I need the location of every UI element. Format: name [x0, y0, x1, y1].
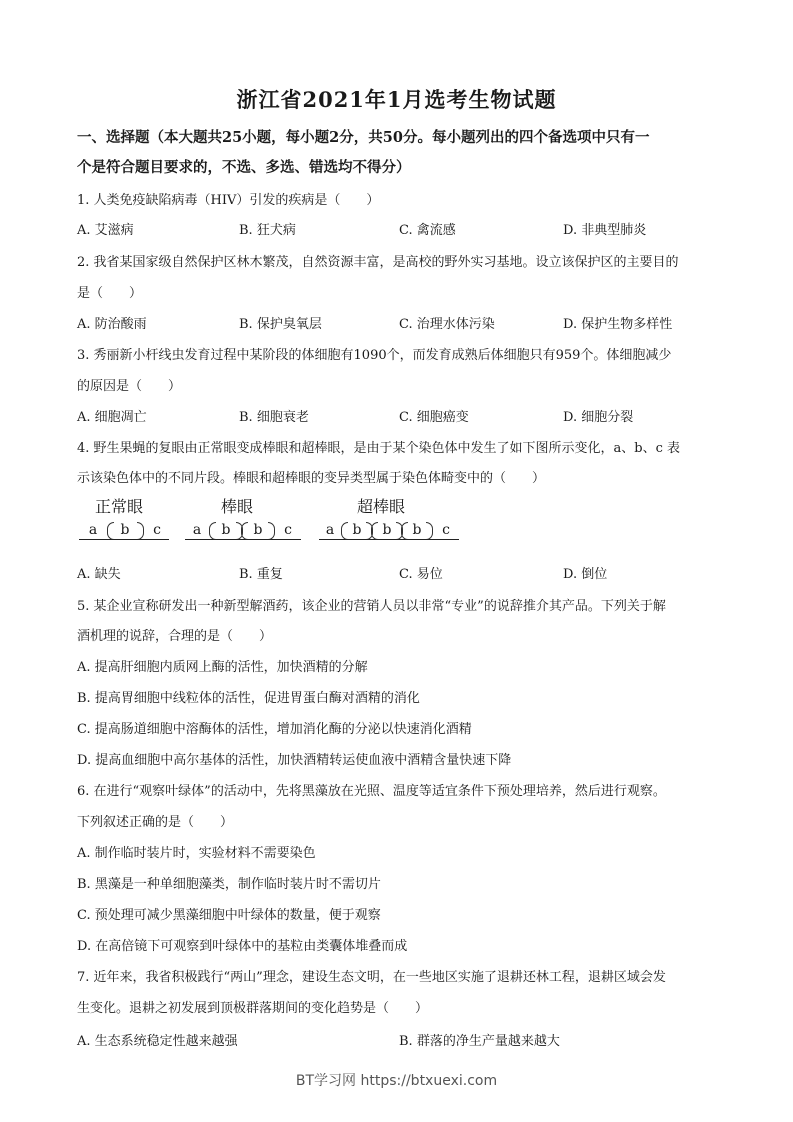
- section-heading-line-2: 个是符合题目要求的，不选、多选、错选均不得分）: [77, 159, 411, 176]
- question-2-text-line-1: 2. 我省某国家级自然保护区林木繁茂，自然资源丰富，是高校的野外实习基地。设立该保护区的主要目的: [77, 255, 679, 270]
- question-3-text-line-2: 的原因是（ ）: [77, 379, 182, 394]
- q1-option-d: D. 非典型肺炎: [563, 223, 647, 238]
- q4-option-d: D. 倒位: [563, 567, 608, 582]
- segment-a: a: [192, 522, 202, 538]
- segment-b: b: [221, 522, 231, 538]
- q5-option-d: D. 提高血细胞中高尔基体的活性，加快酒精转运使血液中酒精含量快速下降: [77, 753, 512, 768]
- segment-a: a: [325, 522, 335, 538]
- diagram-label-bar-eye: 棒眼: [221, 497, 254, 516]
- chromosome-diagram: [79, 494, 479, 552]
- q5-option-a: A. 提高肝细胞内质网上酶的活性，加快酒精的分解: [77, 660, 368, 675]
- question-4-text-line-2: 示该染色体中的不同片段。棒眼和超棒眼的变异类型属于染色体畸变中的（ ）: [77, 471, 546, 486]
- segment-bracket-right: [137, 522, 144, 540]
- segment-b: b: [352, 522, 362, 538]
- section-heading-line-1: 一、选择题（本大题共25小题，每小题2分，共50分。每小题列出的四个备选项中只有一: [77, 129, 650, 146]
- chromosome-normal-eye: [79, 521, 169, 539]
- q1-option-a: A. 艾滋病: [77, 223, 134, 238]
- question-7-text-line-1: 7. 近年来，我省积极践行“两山”理念，建设生态文明，在一些地区实施了退耕还林工程，退耕区域会发: [77, 970, 666, 985]
- chromosome-line: [185, 539, 301, 540]
- q1-option-b: B. 狂犬病: [239, 223, 296, 238]
- q2-option-c: C. 治理水体污染: [399, 317, 495, 332]
- question-4-text-line-1: 4. 野生果蝇的复眼由正常眼变成棒眼和超棒眼，是由于某个染色体中发生了如下图所示变化，a、b、c 表: [77, 441, 681, 456]
- question-5-text-line-2: 酒机理的说辞，合理的是（ ）: [77, 629, 273, 644]
- q2-option-d: D. 保护生物多样性: [563, 317, 673, 332]
- chromosome-line: [319, 539, 459, 540]
- chromosome-ultra-bar-eye: [319, 521, 459, 539]
- question-5-text-line-1: 5. 某企业宣称研发出一种新型解酒药，该企业的营销人员以非常“专业”的说辞推介其产品。下列关于解: [77, 599, 666, 614]
- segment-a: a: [88, 522, 98, 538]
- question-6-text-line-1: 6. 在进行“观察叶绿体”的活动中，先将黑藻放在光照、温度等适宜条件下预处理培养，然后进行观察。: [77, 784, 666, 799]
- question-1-text: 1. 人类免疫缺陷病毒（HIV）引发的疾病是（ ）: [77, 193, 380, 208]
- diagram-label-normal-eye: 正常眼: [95, 497, 144, 516]
- q1-option-c: C. 禽流感: [399, 223, 456, 238]
- question-7-text-line-2: 生变化。退耕之初发展到顶极群落期间的变化趋势是（ ）: [77, 1001, 429, 1016]
- segment-b: b: [253, 522, 263, 538]
- question-3-text-line-1: 3. 秀丽新小杆线虫发育过程中某阶段的体细胞有1090个，而发育成熟后体细胞只有959个。体细胞减少: [77, 348, 672, 363]
- q4-option-b: B. 重复: [239, 567, 283, 582]
- segment-bracket-left: [107, 522, 114, 540]
- segment-bracket-right: [268, 522, 275, 540]
- segment-c: c: [153, 522, 161, 538]
- footer-watermark[interactable]: BT学习网 https://btxuexi.com: [295, 1073, 498, 1089]
- chromosome-line: [79, 539, 169, 540]
- segment-b: b: [120, 522, 130, 538]
- segment-c: c: [442, 522, 450, 538]
- q6-option-b: B. 黑藻是一种单细胞藻类，制作临时装片时不需切片: [77, 877, 381, 892]
- q2-option-a: A. 防治酸雨: [77, 317, 147, 332]
- question-2-text-line-2: 是（ ）: [77, 286, 143, 301]
- diagram-label-ultra-bar-eye: 超棒眼: [357, 497, 406, 516]
- q6-option-a: A. 制作临时装片时，实验材料不需要染色: [77, 846, 316, 861]
- q6-option-d: D. 在高倍镜下可观察到叶绿体中的基粒由类囊体堆叠而成: [77, 939, 408, 954]
- q3-option-c: C. 细胞癌变: [399, 410, 469, 425]
- exam-title: 浙江省2021年1月选考生物试题: [236, 87, 557, 112]
- segment-c: c: [284, 522, 292, 538]
- q7-option-b: B. 群落的净生产量越来越大: [399, 1034, 560, 1049]
- segment-bracket-right: [426, 522, 433, 540]
- segment-b: b: [382, 522, 392, 538]
- q4-option-c: C. 易位: [399, 567, 443, 582]
- question-6-text-line-2: 下列叙述正确的是（ ）: [77, 815, 234, 830]
- q5-option-c: C. 提高肠道细胞中溶酶体的活性，增加消化酶的分泌以快速消化酒精: [77, 722, 472, 737]
- q7-option-a: A. 生态系统稳定性越来越强: [77, 1034, 238, 1049]
- q3-option-a: A. 细胞凋亡: [77, 410, 147, 425]
- q6-option-c: C. 预处理可减少黑藻细胞中叶绿体的数量，便于观察: [77, 908, 381, 923]
- q3-option-b: B. 细胞衰老: [239, 410, 309, 425]
- q3-option-d: D. 细胞分裂: [563, 410, 634, 425]
- q2-option-b: B. 保护臭氧层: [239, 317, 322, 332]
- chromosome-bar-eye: [185, 521, 301, 539]
- q4-option-a: A. 缺失: [77, 567, 121, 582]
- q5-option-b: B. 提高胃细胞中线粒体的活性，促进胃蛋白酶对酒精的消化: [77, 691, 420, 706]
- segment-b: b: [412, 522, 422, 538]
